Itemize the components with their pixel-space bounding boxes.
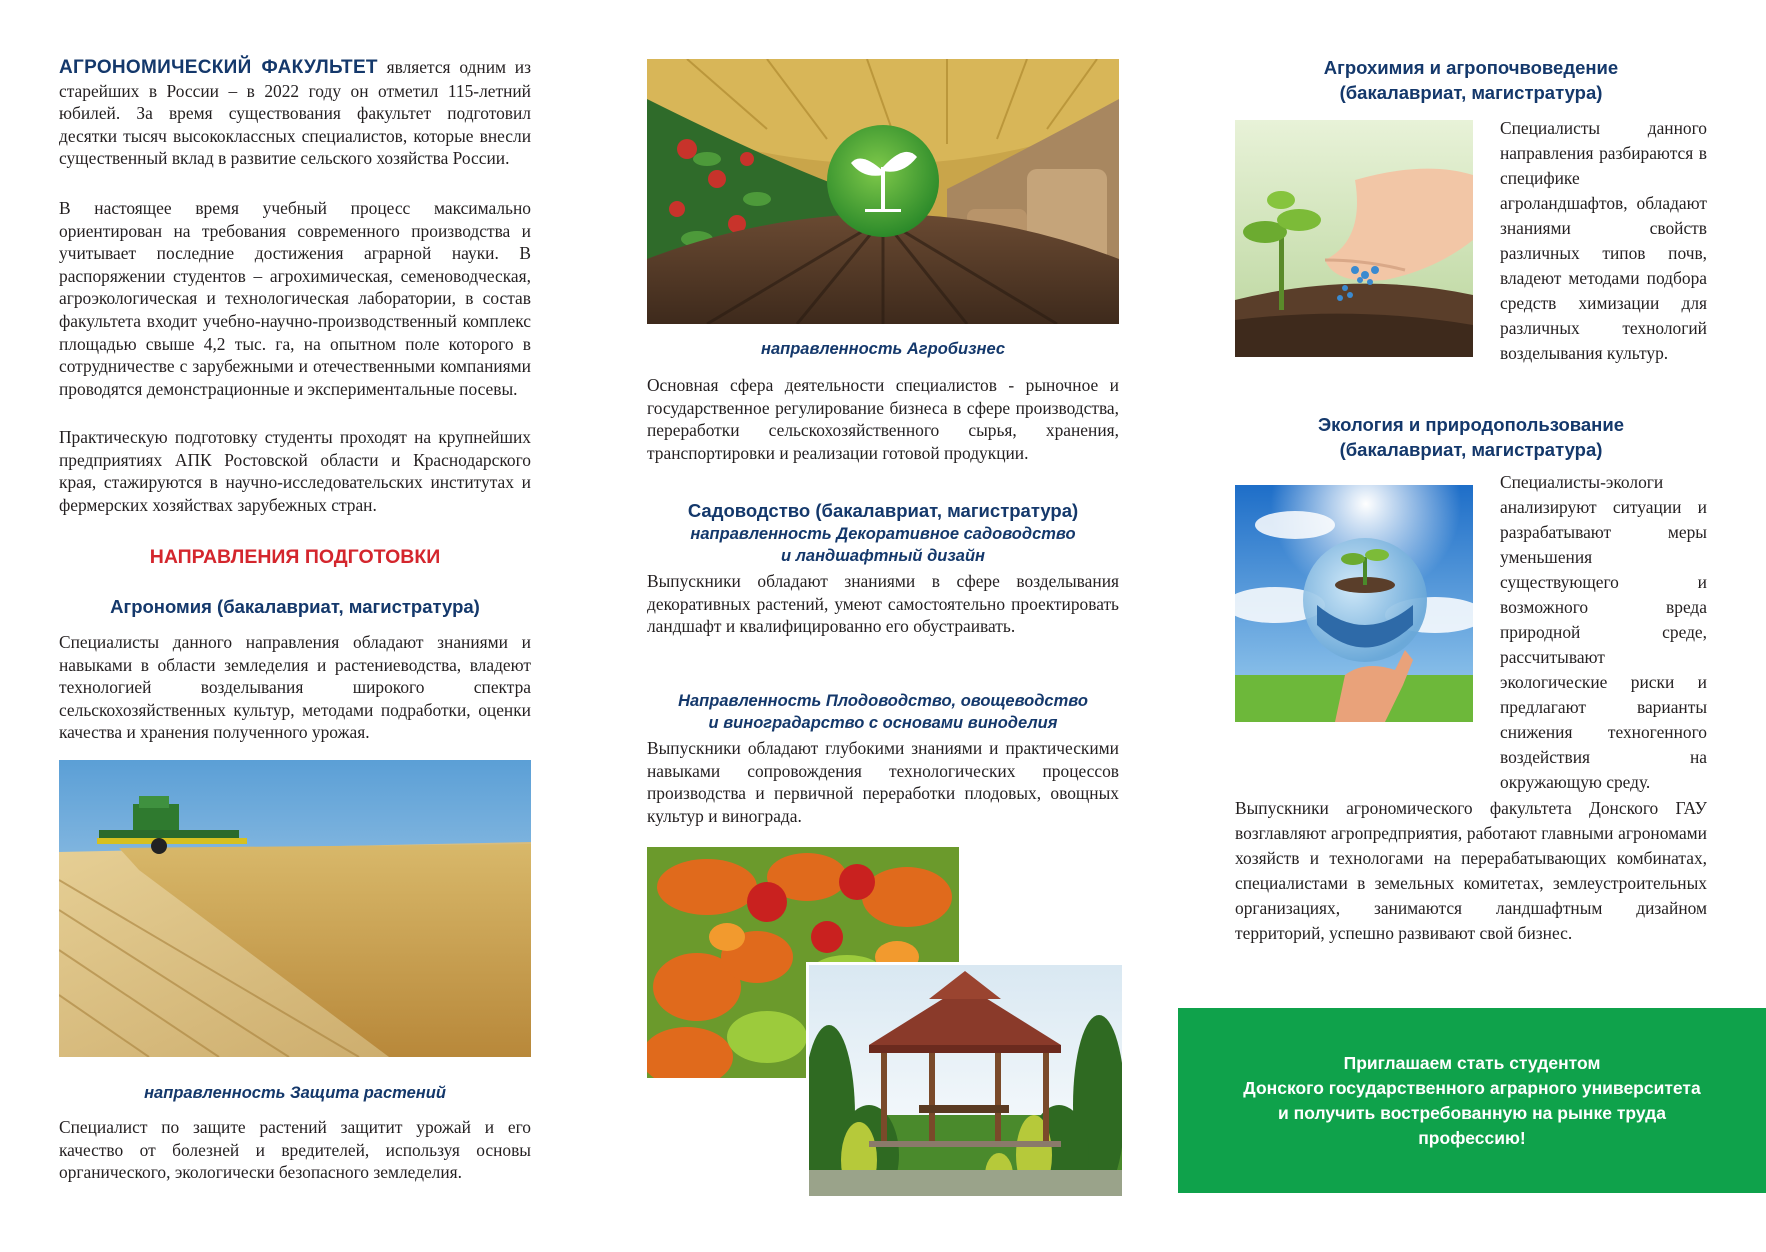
agronomy-title: Агрономия (бакалавриат, магистратура): [110, 596, 480, 617]
invite-banner: [1178, 1008, 1766, 1193]
seedling-hand-illustration: [1235, 120, 1473, 357]
gardening-subtitle-line2: и ландшафтный дизайн: [780, 547, 986, 565]
agrobusiness-collage-image: [647, 59, 1119, 324]
study-process-paragraph: В настоящее время учебный процесс максимально ориентирован на требования современного производства и учитывает последние достижения аграрной науки. В распоряжении студентов – агрохимическая, семеноводческая, агроэкологическая и технологическая лаборатории, в состав факультета входит учебно-научно-производственный комплекс площадью свыше 4,2 тыс. га, на опытном поле которого в сотрудничестве с зарубежными и отечественными компаниями проводятся демонстрационные и экспериментальные посевы.: [59, 198, 531, 399]
earth-globe-image: [1235, 485, 1473, 722]
invite-line-4: профессию!: [1418, 1128, 1526, 1148]
graduates-text: Выпускники агрономического факультета Донского ГАУ возглавляют агропредприятия, работают главными агрономами хозяйств и технологами на перерабатывающих комбинатах, специалистами в земельных комитетах, землеустроительных организациях, занимаются ландшафтным дизайном территорий, успешно развивают свой бизнес.: [1235, 798, 1707, 943]
agrobusiness-title: направленность Агробизнес: [760, 340, 1006, 358]
section-title: НАПРАВЛЕНИЯ ПОДГОТОВКИ: [149, 546, 441, 568]
agrochem-title-line2: (бакалавриат, магистратура): [1339, 82, 1603, 103]
combine-harvester-illustration: [59, 760, 531, 1057]
ecology-text: Специалисты-экологи анализируют ситуации и разрабатывают меры уменьшения существующего и возможного вреда природной среде, рассчитывают экологические риски и предлагают варианты снижения техногенного воздействия на окружающую среду.: [1500, 472, 1707, 792]
agrochem-text: Специалисты данного направления разбираются в специфике агроландшафтов, обладают знаниями свойств различных типов почв, владеют методами подбора средств химизации для различных технологий возделывания культур.: [1500, 118, 1707, 363]
ecology-title-line2: (бакалавриат, магистратура): [1339, 439, 1603, 460]
practice-paragraph: Практическую подготовку студенты проходят на крупнейших предприятиях АПК Ростовской области и Краснодарского края, стажируются в научно-исследовательских институтах и фермерских хозяйствах зарубежных стран.: [59, 427, 531, 515]
faculty-title: АГРОНОМИЧЕСКИЙ ФАКУЛЬТЕТ: [59, 57, 378, 78]
gardening-subtitle-line1: направленность Декоративное садоводство: [690, 525, 1076, 543]
fruit-text: Выпускники обладают глубокими знаниями и практическими навыками сопровождения технологических процессов производства и первичной переработки плодовых, овощных культур и винограда.: [647, 738, 1119, 826]
agrochem-title-line1: Агрохимия и агропочвоведение: [1323, 57, 1619, 78]
earth-globe-illustration: [1235, 485, 1473, 722]
agrobusiness-text: Основная сфера деятельности специалистов - рыночное и государственное регулирование бизнеса в сфере производства, переработки сельскохозяйственного сырья, хранения, транспортировки и реализации готовой продукции.: [647, 375, 1119, 463]
wheat-harvest-image: [59, 760, 531, 1057]
protection-title: направленность Защита растений: [144, 1084, 446, 1102]
invite-line-1: Приглашаем стать студентом: [1343, 1053, 1601, 1073]
intro-paragraph: [59, 56, 531, 170]
garden-gazebo-image: [806, 962, 1122, 1196]
gazebo-illustration: [809, 965, 1122, 1196]
intro-text: является одним из старейших в России – в 2022 году он отметил 115-летний юбилей. За время существования факультет подготовил десятки тысяч высококлассных специалистов, которые внесли существенный вклад в развитие сельского хозяйства России.: [59, 57, 531, 169]
fruit-subtitle-line2: и виноградарство с основами виноделия: [708, 714, 1058, 732]
ecology-title-line1: Экология и природопользование: [1317, 414, 1625, 435]
invite-line-3: и получить востребованную на рынке труда: [1278, 1103, 1666, 1123]
seedling-hand-image: [1235, 120, 1473, 357]
agronomy-text: Специалисты данного направления обладают знаниями и навыками в области земледелия и растениеводства, владеют технологией возделывания широкого спектра сельскохозяйственных культур, методами подработки, оценки качества и хранения полученного урожая.: [59, 632, 531, 743]
gardening-text: Выпускники обладают знаниями в сфере возделывания декоративных растений, умеют самостоятельно проектировать ландшафт и квалифицированно его обустраивать.: [647, 571, 1119, 637]
fruit-subtitle-line1: Направленность Плодоводство, овощеводство: [678, 692, 1088, 710]
gardening-title: Садоводство (бакалавриат, магистратура): [687, 500, 1079, 521]
protection-text: Специалист по защите растений защитит урожай и его качество от болезней и вредителей, используя основы органического, экологически безопасного земледелия.: [59, 1117, 531, 1183]
invite-line-2: Донского государственного аграрного университета: [1243, 1078, 1701, 1098]
invite-text: [1178, 1051, 1766, 1151]
agrobusiness-illustration: [647, 59, 1119, 324]
